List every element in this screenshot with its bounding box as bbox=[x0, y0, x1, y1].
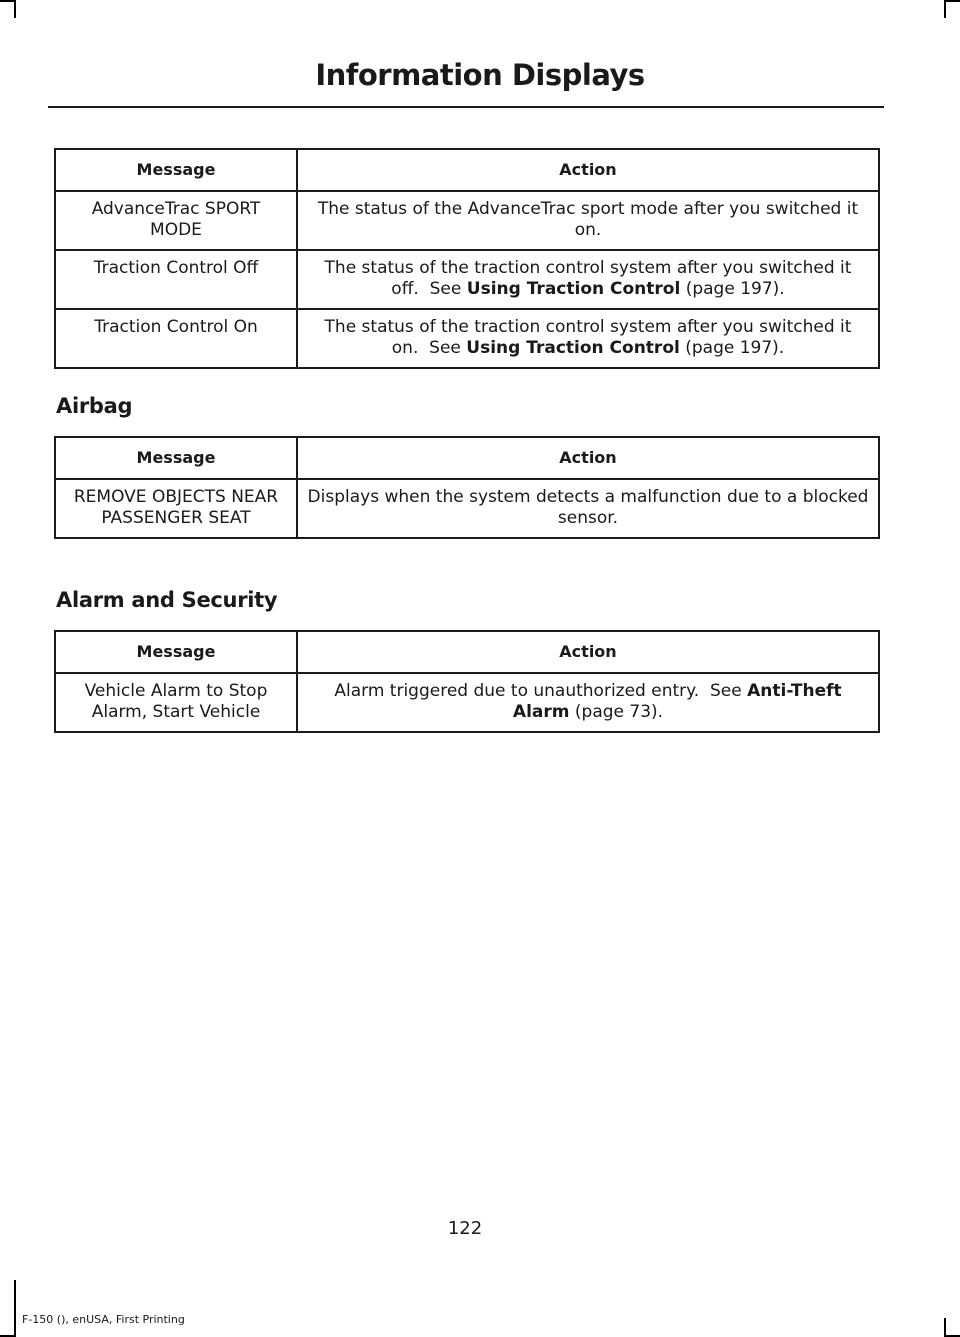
column-header-action: Action bbox=[297, 631, 879, 673]
message-cell: AdvanceTrac SPORT MODE bbox=[55, 191, 297, 250]
footer-text: F-150 (), enUSA, First Printing bbox=[22, 1313, 185, 1326]
table-row bbox=[55, 250, 879, 309]
action-cell bbox=[297, 673, 879, 732]
message-cell: Vehicle Alarm to Stop Alarm, Start Vehicle bbox=[55, 673, 297, 732]
cross-reference-link[interactable]: Using Traction Control bbox=[466, 279, 681, 299]
see-text: See bbox=[429, 279, 462, 299]
table-row bbox=[55, 191, 879, 250]
action-text: The status of the traction control system after you switched it on. bbox=[324, 317, 852, 358]
cross-reference-link[interactable]: Anti-Theft Alarm bbox=[512, 681, 842, 722]
action-cell bbox=[297, 250, 879, 309]
alarm-message-table bbox=[54, 630, 880, 733]
table-row bbox=[55, 479, 879, 538]
advancetrac-message-table bbox=[54, 148, 880, 369]
message-cell: Traction Control Off bbox=[55, 250, 297, 309]
page-reference: (page 73). bbox=[574, 702, 664, 722]
table-header-row bbox=[55, 631, 879, 673]
table-row bbox=[55, 673, 879, 732]
column-header-message: Message bbox=[55, 437, 297, 479]
crop-mark bbox=[944, 0, 946, 18]
crop-mark bbox=[944, 1318, 946, 1337]
column-header-action: Action bbox=[297, 437, 879, 479]
section-heading-alarm-security: Alarm and Security bbox=[56, 588, 278, 612]
action-cell: Displays when the system detects a malfunction due to a blocked sensor. bbox=[297, 479, 879, 538]
column-header-message: Message bbox=[55, 631, 297, 673]
column-header-action: Action bbox=[297, 149, 879, 191]
message-cell: Traction Control On bbox=[55, 309, 297, 368]
airbag-message-table bbox=[54, 436, 880, 539]
table-header-row bbox=[55, 437, 879, 479]
action-cell: The status of the AdvanceTrac sport mode after you switched it on. bbox=[297, 191, 879, 250]
page-title: Information Displays bbox=[315, 58, 645, 92]
action-text: The status of the traction control system after you switched it off. bbox=[324, 258, 852, 299]
message-cell: REMOVE OBJECTS NEAR PASSENGER SEAT bbox=[55, 479, 297, 538]
page-reference: (page 197). bbox=[685, 338, 785, 358]
crop-mark bbox=[14, 1280, 16, 1337]
see-text: See bbox=[709, 681, 742, 701]
crop-mark bbox=[944, 0, 960, 2]
page-number: 122 bbox=[447, 1218, 483, 1239]
crop-mark bbox=[14, 0, 16, 18]
column-header-message: Message bbox=[55, 149, 297, 191]
header-divider bbox=[48, 106, 884, 108]
action-cell bbox=[297, 309, 879, 368]
action-text: Alarm triggered due to unauthorized entry. bbox=[334, 681, 700, 701]
cross-reference-link[interactable]: Using Traction Control bbox=[466, 338, 680, 358]
table-row bbox=[55, 309, 879, 368]
see-text: See bbox=[429, 338, 461, 358]
table-header-row bbox=[55, 149, 879, 191]
section-heading-airbag: Airbag bbox=[56, 394, 133, 418]
page-reference: (page 197). bbox=[685, 279, 785, 299]
